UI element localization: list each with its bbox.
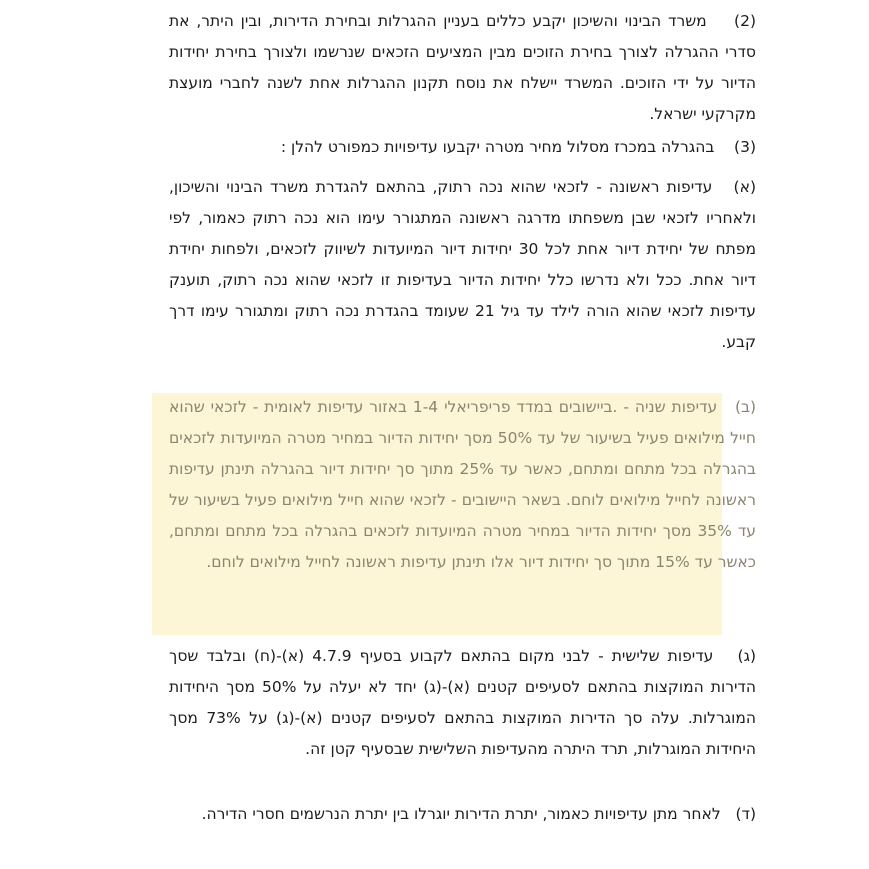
section-3-label: (3) [734, 138, 756, 156]
section-3-text: בהגרלה במכרז מסלול מחיר מטרה יקבעו עדיפויות כמפורט להלן : [280, 138, 715, 156]
subsection-g-text: עדיפות שלישית - לבני מקום בהתאם לקבוע בסעיף 4.7.9 (א)-(ח) ובלבד שסך הדירות המוקצות בהתאם לסעיפים קטנים (א)-(ג) יחד לא יעלה על 50% מסך היחידות המוגרלות. עלה סך הדירות המוקצות בהתאם לסעיפים קטנים (א)-(ג) על 73% מסך היחידות המוגרלות, תרד היתרה מהעדיפות השלישית שבסעיף קטן זה. [169, 647, 757, 758]
subsection-b-text: עדיפות שניה - .ביישובים במדד פריפריאלי 1-4 באזור עדיפות לאומית - לזכאי שהוא חייל מילואים פעיל בשיעור של עד 50% מסך יחידות הדיור במחיר מטרה המיועדות לזכאים בהגרלה בכל מתחם ומתחם, כאשר עד 25% מתוך סך יחידות דיור בהגרלה תינתן עדיפות ראשונה לחייל מילואים לוחם. בשאר היישובים - לזכאי שהוא חייל מילואים פעיל בשיעור של עד 35% מסך יחידות הדיור במחיר מטרה המיועדות לזכאים בהגרלה בכל מתחם ומתחם, כאשר עד 15% מתוך סך יחידות דיור אלו תינתן עדיפות ראשונה לחייל מילואים לוחם. [169, 398, 756, 571]
subsection-d-label: (ד) [735, 805, 756, 823]
subsection-b-label: (ב) [734, 398, 757, 416]
subsection-b-paragraph [169, 392, 756, 578]
subsection-d-paragraph [169, 799, 756, 830]
section-2-label: (2) [734, 12, 756, 30]
subsection-g-paragraph [169, 641, 756, 765]
subsection-g-label: (ג) [737, 647, 756, 665]
section-2-text: משרד הבינוי והשיכון יקבע כללים בעניין ההגרלות ובחירת הדירות, ובין היתר, את סדרי ההגרלה לצורך בחירת הזוכים מבין המציעים הזכאים שנרשמו ולצורך בחירת יחידות הדיור על ידי הזוכים. המשרד יישלח את נוסח תקנון ההגרלות אחת לשנה לחברי מועצת מקרקעי ישראל. [169, 12, 756, 123]
section-2-paragraph [169, 6, 756, 130]
subsection-d-text: לאחר מתן עדיפויות כאמור, יתרת הדירות יוגרלו בין יתרת הנרשמים חסרי הדירה. [201, 805, 721, 823]
subsection-a-paragraph [169, 172, 756, 358]
section-3-paragraph [169, 132, 756, 163]
subsection-a-label: (א) [733, 178, 757, 196]
subsection-a-text: עדיפות ראשונה - לזכאי שהוא נכה רתוק, בהתאם להגדרת משרד הבינוי והשיכון, ולאחריו לזכאי שבן משפחתו מדרגה ראשונה המתגורר עימו הוא נכה רתוק כאמור, לפי מפתח של יחידת דיור אחת לכל 30 יחידות דיור המיועדות לשיווק לזכאים, ולפחות יחידת דיור אחת. ככל ולא נדרשו כלל יחידות הדיור בעדיפות זו לזכאי שהוא נכה רתוק, תוענק עדיפות לזכאי שהוא הורה לילד עד גיל 21 שעומד בהגדרת נכה רתוק ומתגורר עימו דרך קבע. [169, 178, 756, 351]
